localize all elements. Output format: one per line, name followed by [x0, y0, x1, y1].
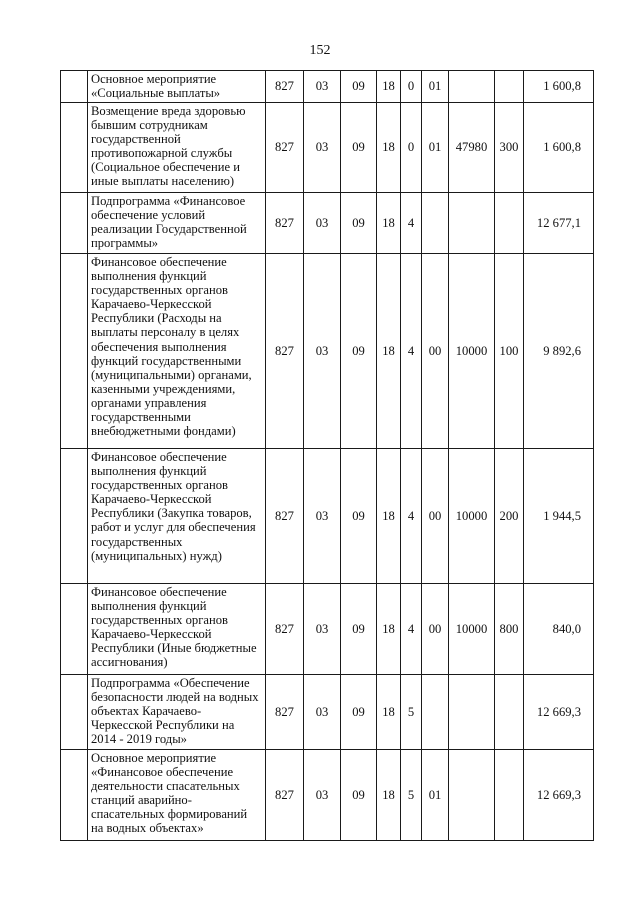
subprogram-code: 4 [401, 449, 422, 584]
table-row [61, 750, 594, 841]
table-row [61, 584, 594, 675]
subprogram-code: 4 [401, 193, 422, 254]
expense-name: Финансовое обеспечение выполнения функций государственных органов Карачаево-Черкесской Республики (Расходы на выплаты персоналу в целях обеспечения выполнения функций государственными (муниципальными) органами, казенными учреждениями, органами управления государственными внебюджетными фондами) [88, 254, 266, 449]
expense-type-code [495, 193, 524, 254]
ministry-code: 827 [266, 193, 304, 254]
blank-cell [61, 750, 88, 841]
blank-cell [61, 675, 88, 750]
program-code: 18 [377, 193, 401, 254]
event-code: 00 [422, 254, 449, 449]
amount: 1 600,8 [524, 71, 594, 103]
event-code [422, 675, 449, 750]
section-code: 03 [304, 449, 341, 584]
subsection-code: 09 [341, 449, 377, 584]
direction-code: 10000 [449, 254, 495, 449]
table-row [61, 449, 594, 584]
direction-code: 10000 [449, 449, 495, 584]
ministry-code: 827 [266, 71, 304, 103]
table-row [61, 71, 594, 103]
blank-cell [61, 449, 88, 584]
ministry-code: 827 [266, 254, 304, 449]
program-code: 18 [377, 103, 401, 193]
event-code [422, 193, 449, 254]
table-row [61, 103, 594, 193]
section-code: 03 [304, 584, 341, 675]
amount: 12 669,3 [524, 675, 594, 750]
subsection-code: 09 [341, 254, 377, 449]
direction-code [449, 193, 495, 254]
direction-code: 47980 [449, 103, 495, 193]
event-code: 00 [422, 584, 449, 675]
blank-cell [61, 193, 88, 254]
expense-name: Основное мероприятие «Социальные выплаты» [88, 71, 266, 103]
event-code: 00 [422, 449, 449, 584]
blank-cell [61, 103, 88, 193]
table-row [61, 254, 594, 449]
program-code: 18 [377, 750, 401, 841]
blank-cell [61, 71, 88, 103]
subsection-code: 09 [341, 750, 377, 841]
amount: 840,0 [524, 584, 594, 675]
ministry-code: 827 [266, 449, 304, 584]
expense-type-code: 100 [495, 254, 524, 449]
subprogram-code: 5 [401, 750, 422, 841]
amount: 1 944,5 [524, 449, 594, 584]
section-code: 03 [304, 750, 341, 841]
subprogram-code: 5 [401, 675, 422, 750]
ministry-code: 827 [266, 584, 304, 675]
blank-cell [61, 584, 88, 675]
expense-name: Финансовое обеспечение выполнения функций государственных органов Карачаево-Черкесской Республики (Иные бюджетные ассигнования) [88, 584, 266, 675]
section-code: 03 [304, 675, 341, 750]
page-number: 152 [309, 43, 331, 58]
expense-type-code: 300 [495, 103, 524, 193]
table-row [61, 675, 594, 750]
section-code: 03 [304, 254, 341, 449]
event-code: 01 [422, 103, 449, 193]
expense-type-code: 200 [495, 449, 524, 584]
direction-code [449, 675, 495, 750]
subprogram-code: 4 [401, 584, 422, 675]
event-code: 01 [422, 750, 449, 841]
expense-type-code [495, 750, 524, 841]
subsection-code: 09 [341, 103, 377, 193]
expense-type-code [495, 675, 524, 750]
expense-name: Возмещение вреда здоровью бывшим сотрудникам государственной противопожарной службы (Социальное обеспечение и иные выплаты населению) [88, 103, 266, 193]
amount: 9 892,6 [524, 254, 594, 449]
direction-code [449, 750, 495, 841]
program-code: 18 [377, 254, 401, 449]
subprogram-code: 0 [401, 103, 422, 193]
section-code: 03 [304, 103, 341, 193]
expense-name: Финансовое обеспечение выполнения функций государственных органов Карачаево-Черкесской Республики (Закупка товаров, работ и услуг для обеспечения государственных (муниципальных) нужд) [88, 449, 266, 584]
section-code: 03 [304, 193, 341, 254]
ministry-code: 827 [266, 675, 304, 750]
amount: 1 600,8 [524, 103, 594, 193]
amount: 12 669,3 [524, 750, 594, 841]
subsection-code: 09 [341, 193, 377, 254]
subsection-code: 09 [341, 675, 377, 750]
expense-name: Основное мероприятие «Финансовое обеспечение деятельности спасательных станций аварийно-спасательных формирований на водных объектах» [88, 750, 266, 841]
budget-table [60, 70, 594, 841]
expense-type-code: 800 [495, 584, 524, 675]
subprogram-code: 4 [401, 254, 422, 449]
expense-name: Подпрограмма «Финансовое обеспечение условий реализации Государственной программы» [88, 193, 266, 254]
program-code: 18 [377, 71, 401, 103]
subsection-code: 09 [341, 71, 377, 103]
program-code: 18 [377, 675, 401, 750]
ministry-code: 827 [266, 103, 304, 193]
blank-cell [61, 254, 88, 449]
amount: 12 677,1 [524, 193, 594, 254]
subprogram-code: 0 [401, 71, 422, 103]
program-code: 18 [377, 584, 401, 675]
ministry-code: 827 [266, 750, 304, 841]
section-code: 03 [304, 71, 341, 103]
event-code: 01 [422, 71, 449, 103]
table-row [61, 193, 594, 254]
direction-code: 10000 [449, 584, 495, 675]
program-code: 18 [377, 449, 401, 584]
subsection-code: 09 [341, 584, 377, 675]
expense-type-code [495, 71, 524, 103]
expense-name: Подпрограмма «Обеспечение безопасности людей на водных объектах Карачаево-Черкесской Республики на 2014 - 2019 годы» [88, 675, 266, 750]
direction-code [449, 71, 495, 103]
